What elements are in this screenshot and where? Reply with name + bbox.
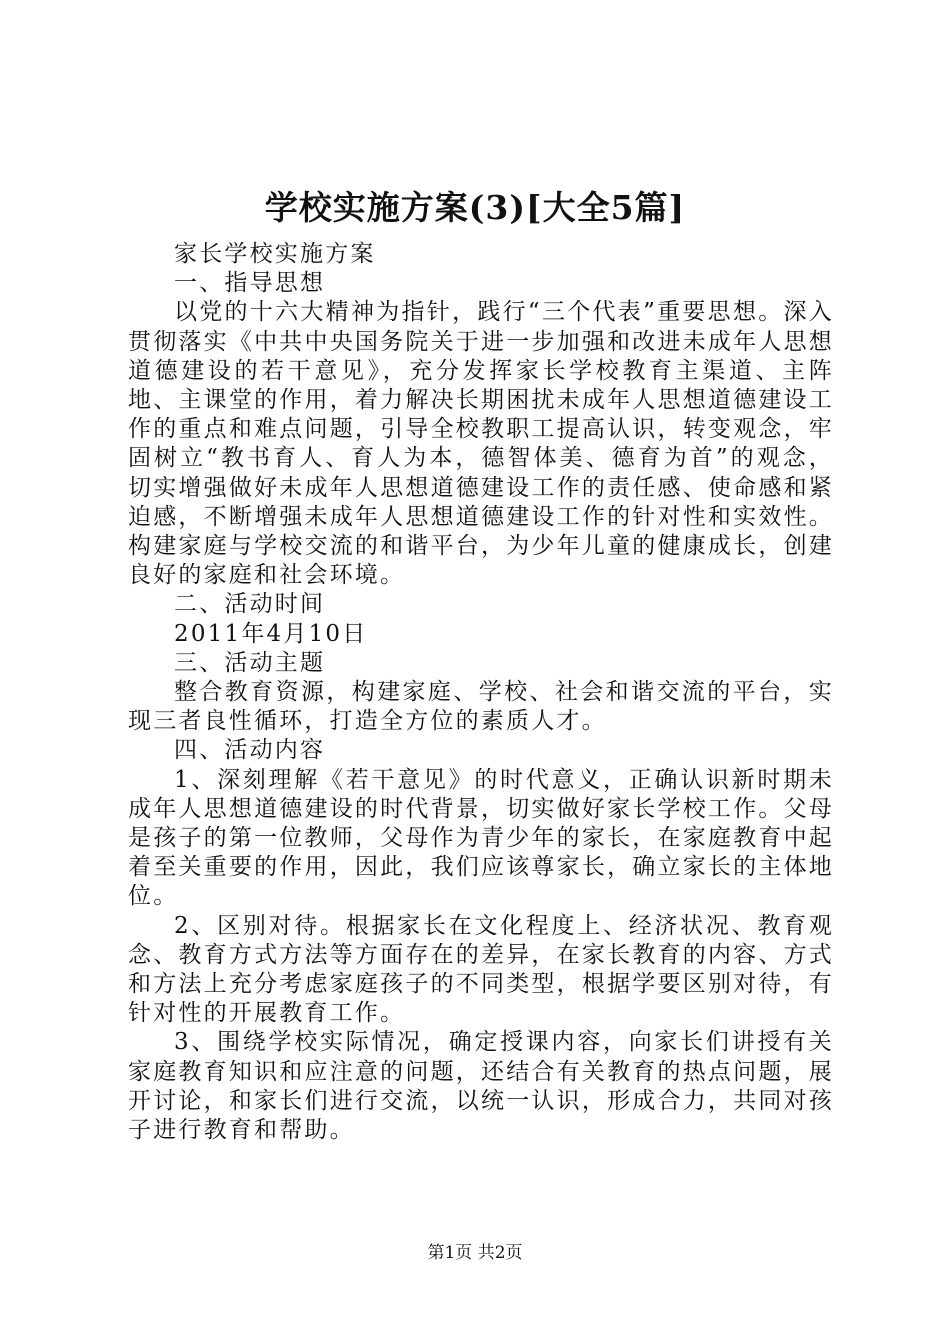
section-heading-activity-content: 四、活动内容 xyxy=(174,737,326,764)
section-heading-activity-time: 二、活动时间 xyxy=(174,591,326,618)
section-heading-activity-theme: 三、活动主题 xyxy=(174,649,326,676)
paragraph-heading-plan: 家长学校实施方案 xyxy=(174,241,376,267)
page-footer: 第1页 共2页 xyxy=(427,1243,523,1263)
paragraph-content-item-1: 1、深刻理解《若干意见》的时代意义，正确认识新时期未成年人思想道德建设的时代背景，切实做好家长学校工作。父母是孩子的第一位教师，父母作为青少年的家长，在家庭教育中起着至关重要的作用，因此，我们应该尊家长，确立家长的主体地位。 xyxy=(128,766,834,910)
paragraph-content-item-2: 2、区别对待。根据家长在文化程度上、经济状况、教育观念、教育方式方法等方面存在的差异，在家长教育的内容、方式和方法上充分考虑家庭孩子的不同类型，根据学要区别对待，有针对性的开展教育工作。 xyxy=(128,912,834,1027)
paragraph-guiding-ideology: 以党的十六大精神为指针，践行“三个代表”重要思想。深入贯彻落实《中共中央国务院关于进一步加强和改进未成年人思想道德建设的若干意见》，充分发挥家长学校教育主渠道、主阵地、主课堂的作用，着力解决长期困扰未成年人思想道德建设工作的重点和难点问题，引导全校教职工提高认识，转变观念，牢固树立“教书育人、育人为本，德智体美、德育为首”的观念，切实增强做好未成年人思想道德建设工作的责任感、使命感和紧迫感，不断增强未成年人思想道德建设工作的针对性和实效性。构建家庭与学校交流的和谐平台，为少年儿童的健康成长，创建良好的家庭和社会环境。 xyxy=(128,299,834,589)
section-heading-guiding-ideology: 一、指导思想 xyxy=(174,270,326,297)
document-body xyxy=(128,240,834,1145)
document-title: 学校实施方案(3)[大全5篇] xyxy=(264,188,686,227)
paragraph-activity-theme: 整合教育资源，构建家庭、学校、社会和谐交流的平台，实现三者良性循环，打造全方位的素质人才。 xyxy=(128,679,834,735)
paragraph-content-item-3: 3、围绕学校实际情况，确定授课内容，向家长们讲授有关家庭教育知识和应注意的问题，还结合有关教育的热点问题，展开讨论，和家长们进行交流，以统一认识，形成合力，共同对孩子进行教育和帮助。 xyxy=(128,1029,834,1144)
paragraph-activity-date: 2011年4月10日 xyxy=(174,620,368,647)
